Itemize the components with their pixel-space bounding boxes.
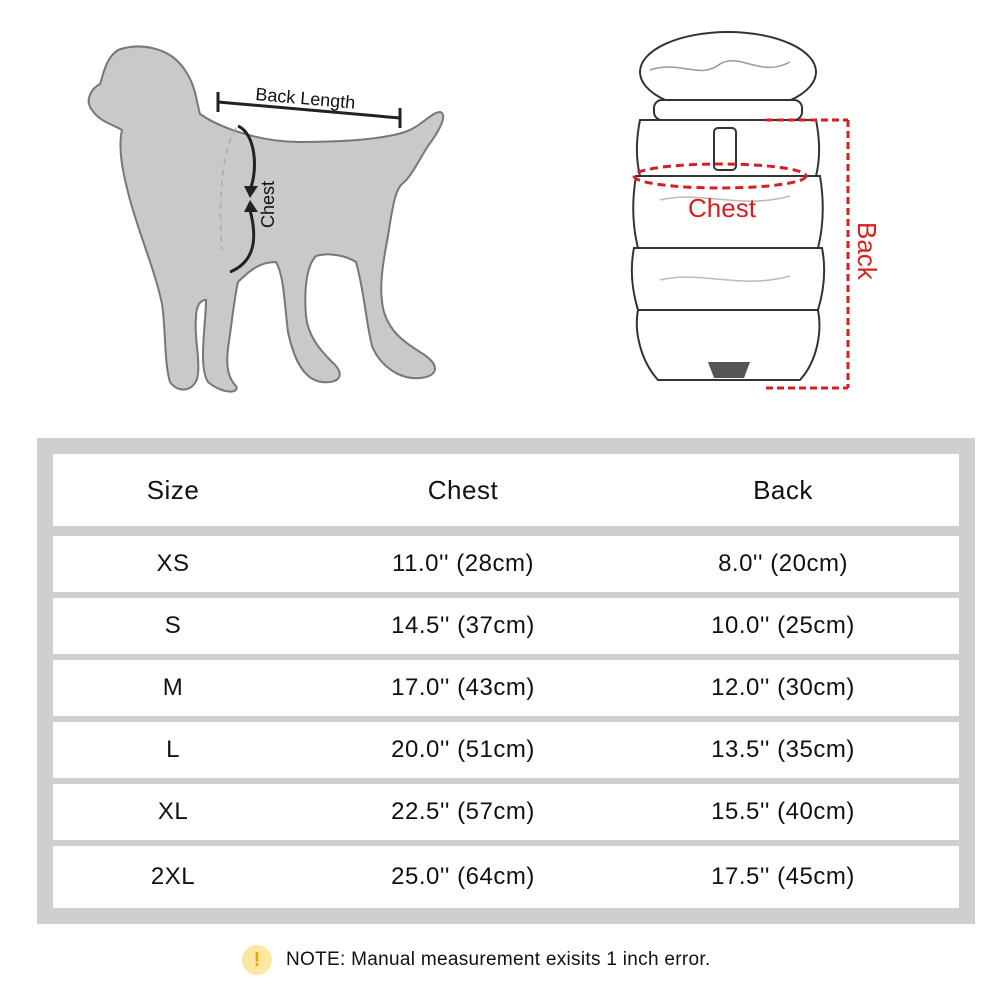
back-cell: 10.0'' (25cm) [711,612,855,639]
chest-cell: 22.5'' (57cm) [391,798,535,825]
size-chart-table [37,438,975,924]
back-cell: 12.0'' (30cm) [711,674,855,701]
dog-chest-label: Chest [258,180,278,228]
size-cell: M [162,674,184,701]
back-length-label: Back Length [254,84,357,113]
table-header-row [53,454,959,526]
header-chest: Chest [427,474,499,505]
table-row [53,784,959,840]
back-cell: 8.0'' (20cm) [718,550,848,577]
size-cell: 2XL [150,863,196,890]
size-cell: S [164,612,182,639]
table-row [53,536,959,592]
chest-cell: 25.0'' (64cm) [391,863,535,890]
chest-cell: 17.0'' (43cm) [391,674,535,701]
measurement-note [242,943,711,977]
header-size: Size [146,474,200,505]
back-cell: 15.5'' (40cm) [711,798,855,825]
warning-icon: ! [242,945,272,975]
size-cell: L [166,736,180,763]
back-length-marker [218,84,400,128]
table-row [53,660,959,716]
back-cell: 13.5'' (35cm) [711,736,855,763]
chest-cell: 11.0'' (28cm) [392,550,534,577]
measurement-illustration [0,0,1000,420]
header-back: Back [753,474,813,505]
coat-chest-label: Chest [688,193,756,223]
size-cell: XS [156,550,190,577]
table-row [53,722,959,778]
chest-cell: 14.5'' (37cm) [391,612,535,639]
note-text: NOTE: Manual measurement exisits 1 inch error. [286,949,711,970]
coat-back-label: Back [852,222,882,280]
size-cell: XL [157,798,189,825]
table-row [53,846,959,908]
back-cell: 17.5'' (45cm) [711,863,855,890]
chest-cell: 20.0'' (51cm) [391,736,535,763]
table-row [53,598,959,654]
